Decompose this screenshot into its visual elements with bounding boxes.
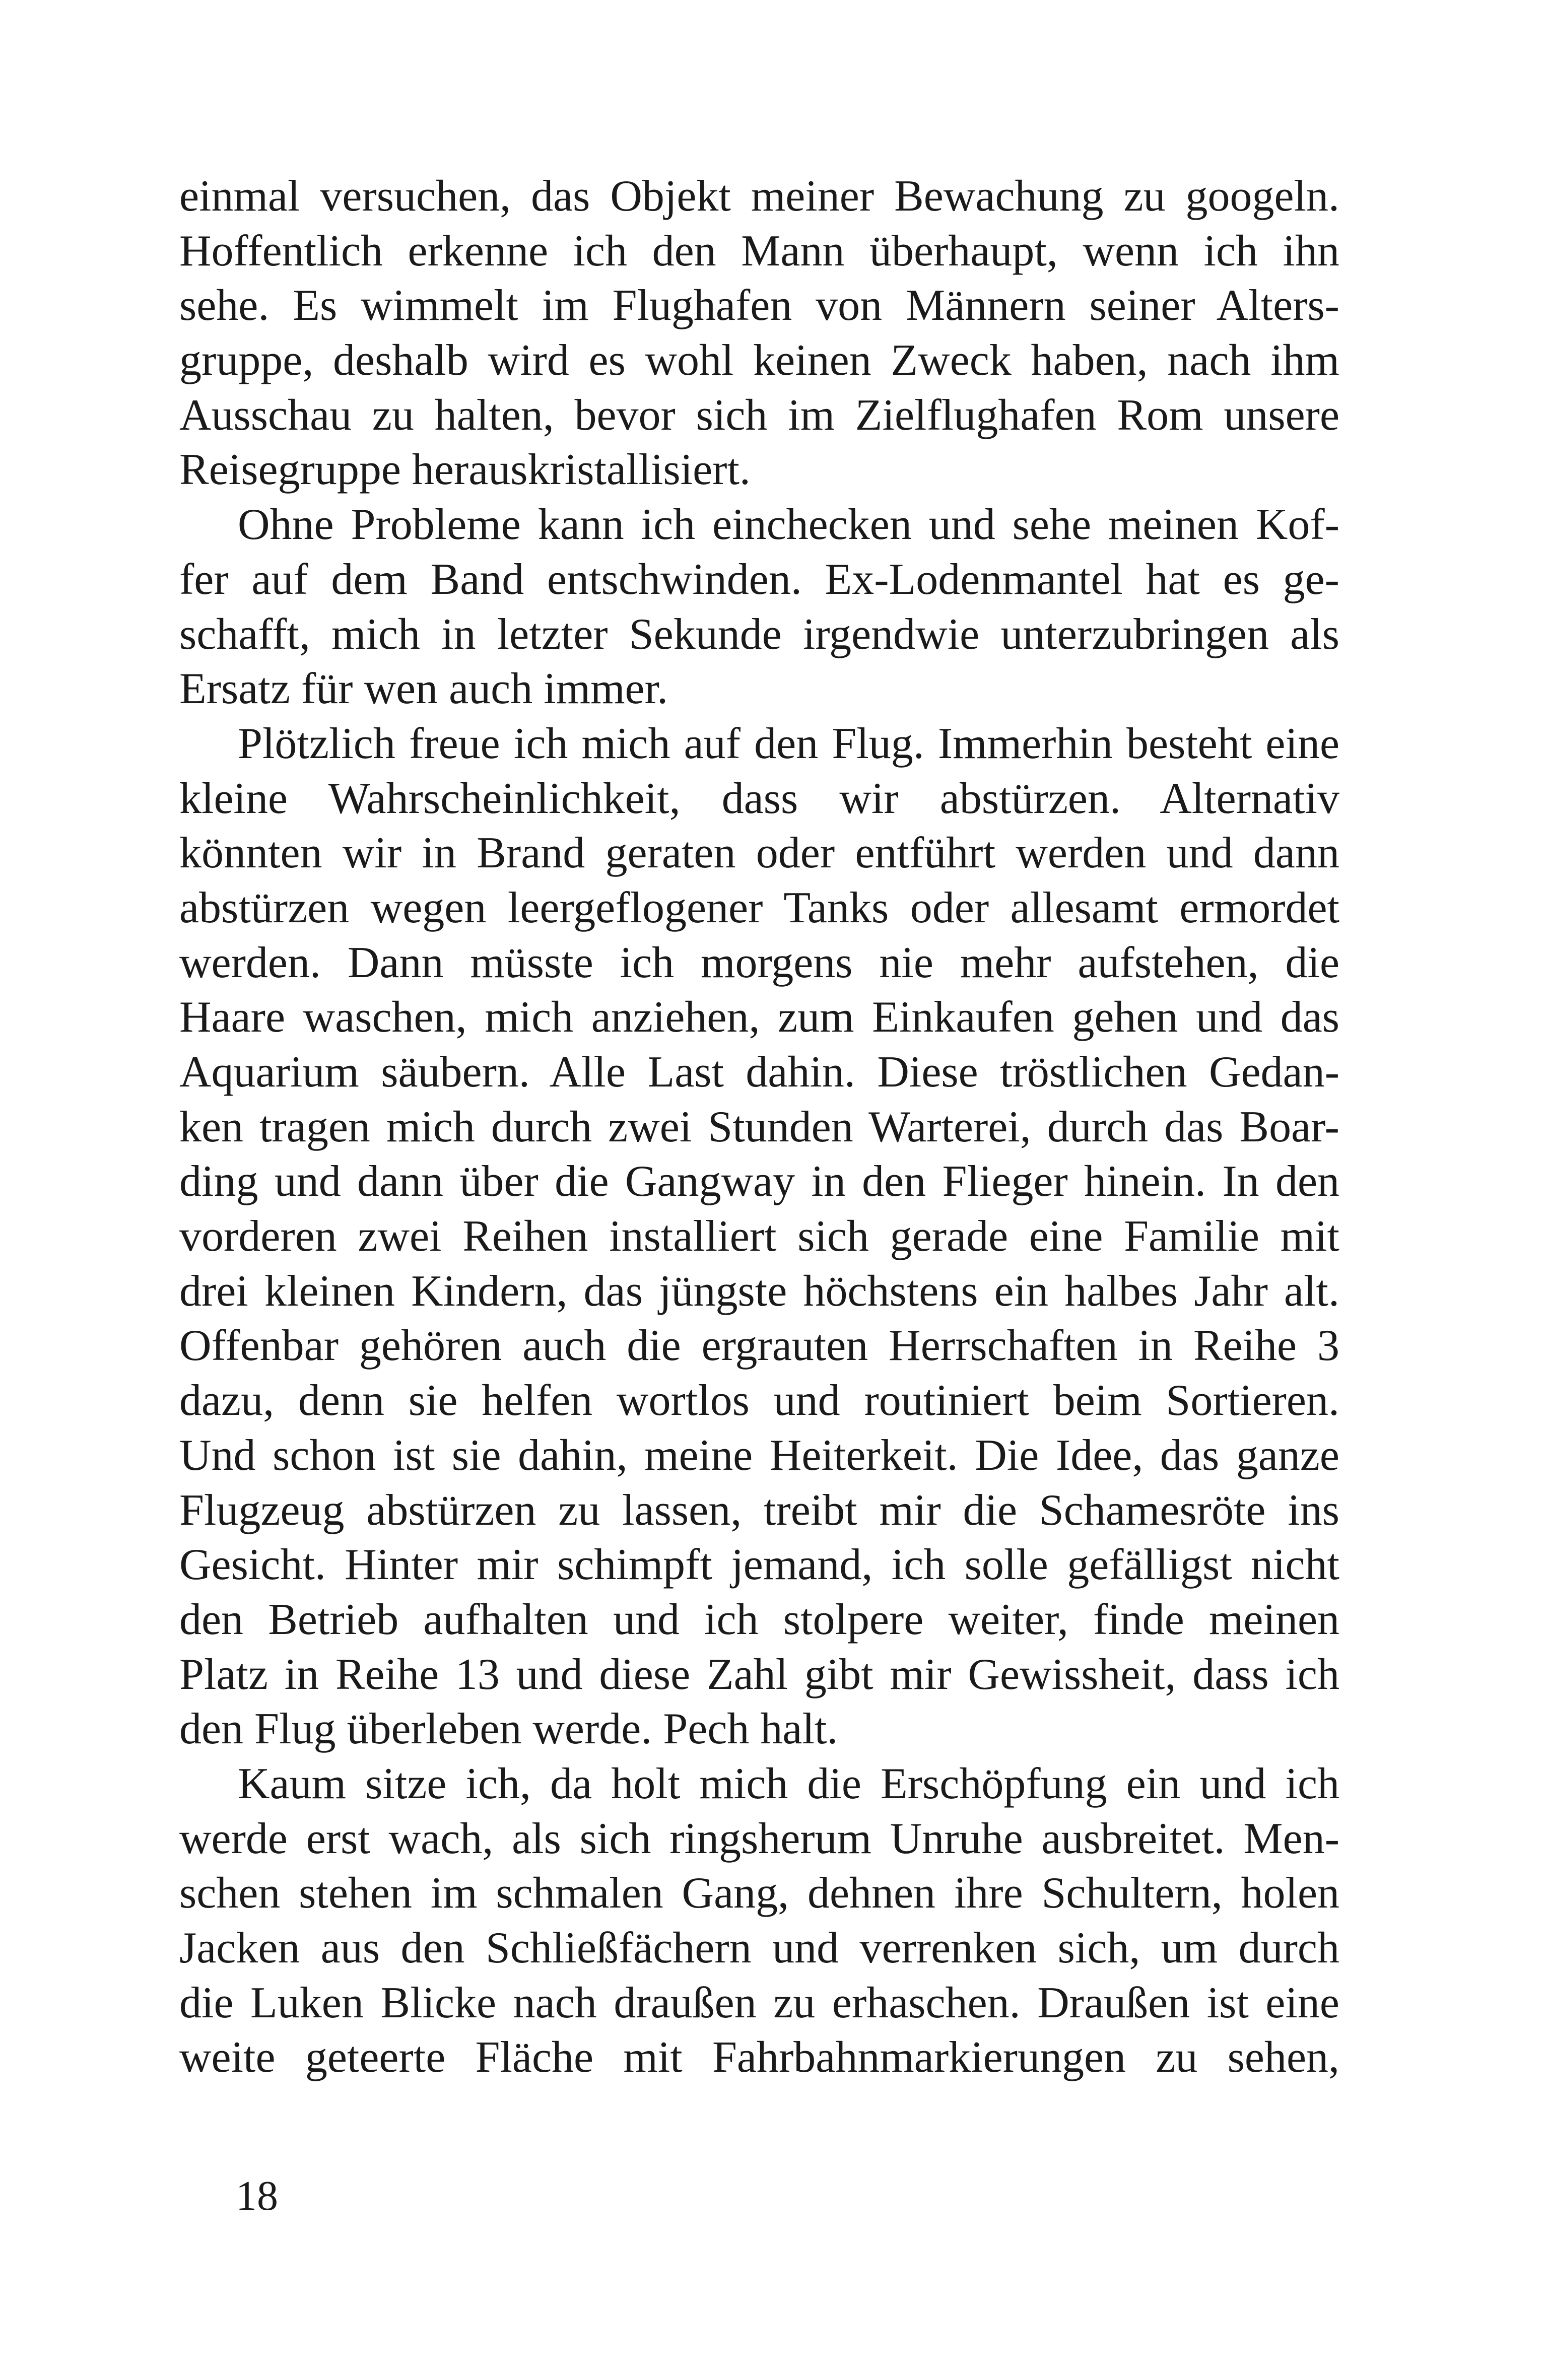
text-line: gruppe, deshalb wird es wohl keinen Zweck haben, nach ihm	[179, 336, 1339, 385]
text-line: schafft, mich in letzter Sekunde irgendwie unterzubringen als	[179, 609, 1339, 659]
text-line: die Luken Blicke nach draußen zu erhaschen. Draußen ist eine	[179, 1978, 1339, 2027]
text-line: Aquarium säubern. Alle Last dahin. Diese tröstlichen Gedan-	[179, 1048, 1339, 1097]
text-line: Haare waschen, mich anziehen, zum Einkaufen gehen und das	[179, 993, 1339, 1042]
text-line: Und schon ist sie dahin, meine Heiterkeit. Die Idee, das ganze	[179, 1431, 1339, 1480]
text-line: Hoffentlich erkenne ich den Mann überhaupt, wenn ich ihn	[179, 226, 1339, 276]
text-line: schen stehen im schmalen Gang, dehnen ihre Schultern, holen	[179, 1869, 1339, 1918]
text-line: Gesicht. Hinter mir schimpft jemand, ich solle gefälligst nicht	[179, 1540, 1339, 1590]
body-text	[179, 169, 1339, 2085]
text-line: ken tragen mich durch zwei Stunden Warterei, durch das Boar-	[179, 1102, 1339, 1151]
text-line: werde erst wach, als sich ringsherum Unruhe ausbreitet. Men-	[179, 1814, 1339, 1863]
text-line: Platz in Reihe 13 und diese Zahl gibt mir Gewissheit, dass ich	[179, 1650, 1339, 1699]
text-line: Jacken aus den Schließfächern und verrenken sich, um durch	[179, 1924, 1339, 1973]
text-line: Ohne Probleme kann ich einchecken und sehe meinen Kof-	[238, 500, 1339, 550]
page-number: 18	[236, 2172, 278, 2219]
text-line: Kaum sitze ich, da holt mich die Erschöpfung ein und ich	[238, 1759, 1339, 1808]
text-line: weite geteerte Fläche mit Fahrbahnmarkierungen zu sehen,	[179, 2033, 1339, 2082]
text-line: den Flug überleben werde. Pech halt.	[179, 1705, 838, 1754]
text-line: dazu, denn sie helfen wortlos und routiniert beim Sortieren.	[179, 1376, 1339, 1425]
text-line: Ausschau zu halten, bevor sich im Zielflughafen Rom unsere	[179, 390, 1339, 440]
text-line: fer auf dem Band entschwinden. Ex-Lodenmantel hat es ge-	[179, 555, 1339, 604]
text-line: den Betrieb aufhalten und ich stolpere weiter, finde meinen	[179, 1595, 1339, 1644]
text-line: kleine Wahrscheinlichkeit, dass wir abstürzen. Alternativ	[179, 774, 1339, 823]
text-line: abstürzen wegen leergeflogener Tanks oder allesamt ermordet	[179, 883, 1339, 932]
text-line: ding und dann über die Gangway in den Flieger hinein. In den	[179, 1157, 1339, 1206]
text-line: könnten wir in Brand geraten oder entführt werden und dann	[179, 829, 1339, 878]
text-line: drei kleinen Kindern, das jüngste höchstens ein halbes Jahr alt.	[179, 1266, 1339, 1316]
text-line: Reisegruppe herauskristallisiert.	[179, 445, 751, 495]
text-line: Offenbar gehören auch die ergrauten Herrschaften in Reihe 3	[179, 1321, 1339, 1371]
text-line: werden. Dann müsste ich morgens nie mehr aufstehen, die	[179, 938, 1339, 987]
text-line: einmal versuchen, das Objekt meiner Bewachung zu googeln.	[179, 172, 1339, 221]
text-line: Flugzeug abstürzen zu lassen, treibt mir die Schamesröte ins	[179, 1485, 1339, 1535]
text-line: Plötzlich freue ich mich auf den Flug. Immerhin besteht eine	[238, 719, 1339, 768]
text-line: sehe. Es wimmelt im Flughafen von Männern seiner Alters-	[179, 281, 1339, 330]
text-line: Ersatz für wen auch immer.	[179, 664, 668, 714]
text-line: vorderen zwei Reihen installiert sich gerade eine Familie mit	[179, 1212, 1339, 1261]
